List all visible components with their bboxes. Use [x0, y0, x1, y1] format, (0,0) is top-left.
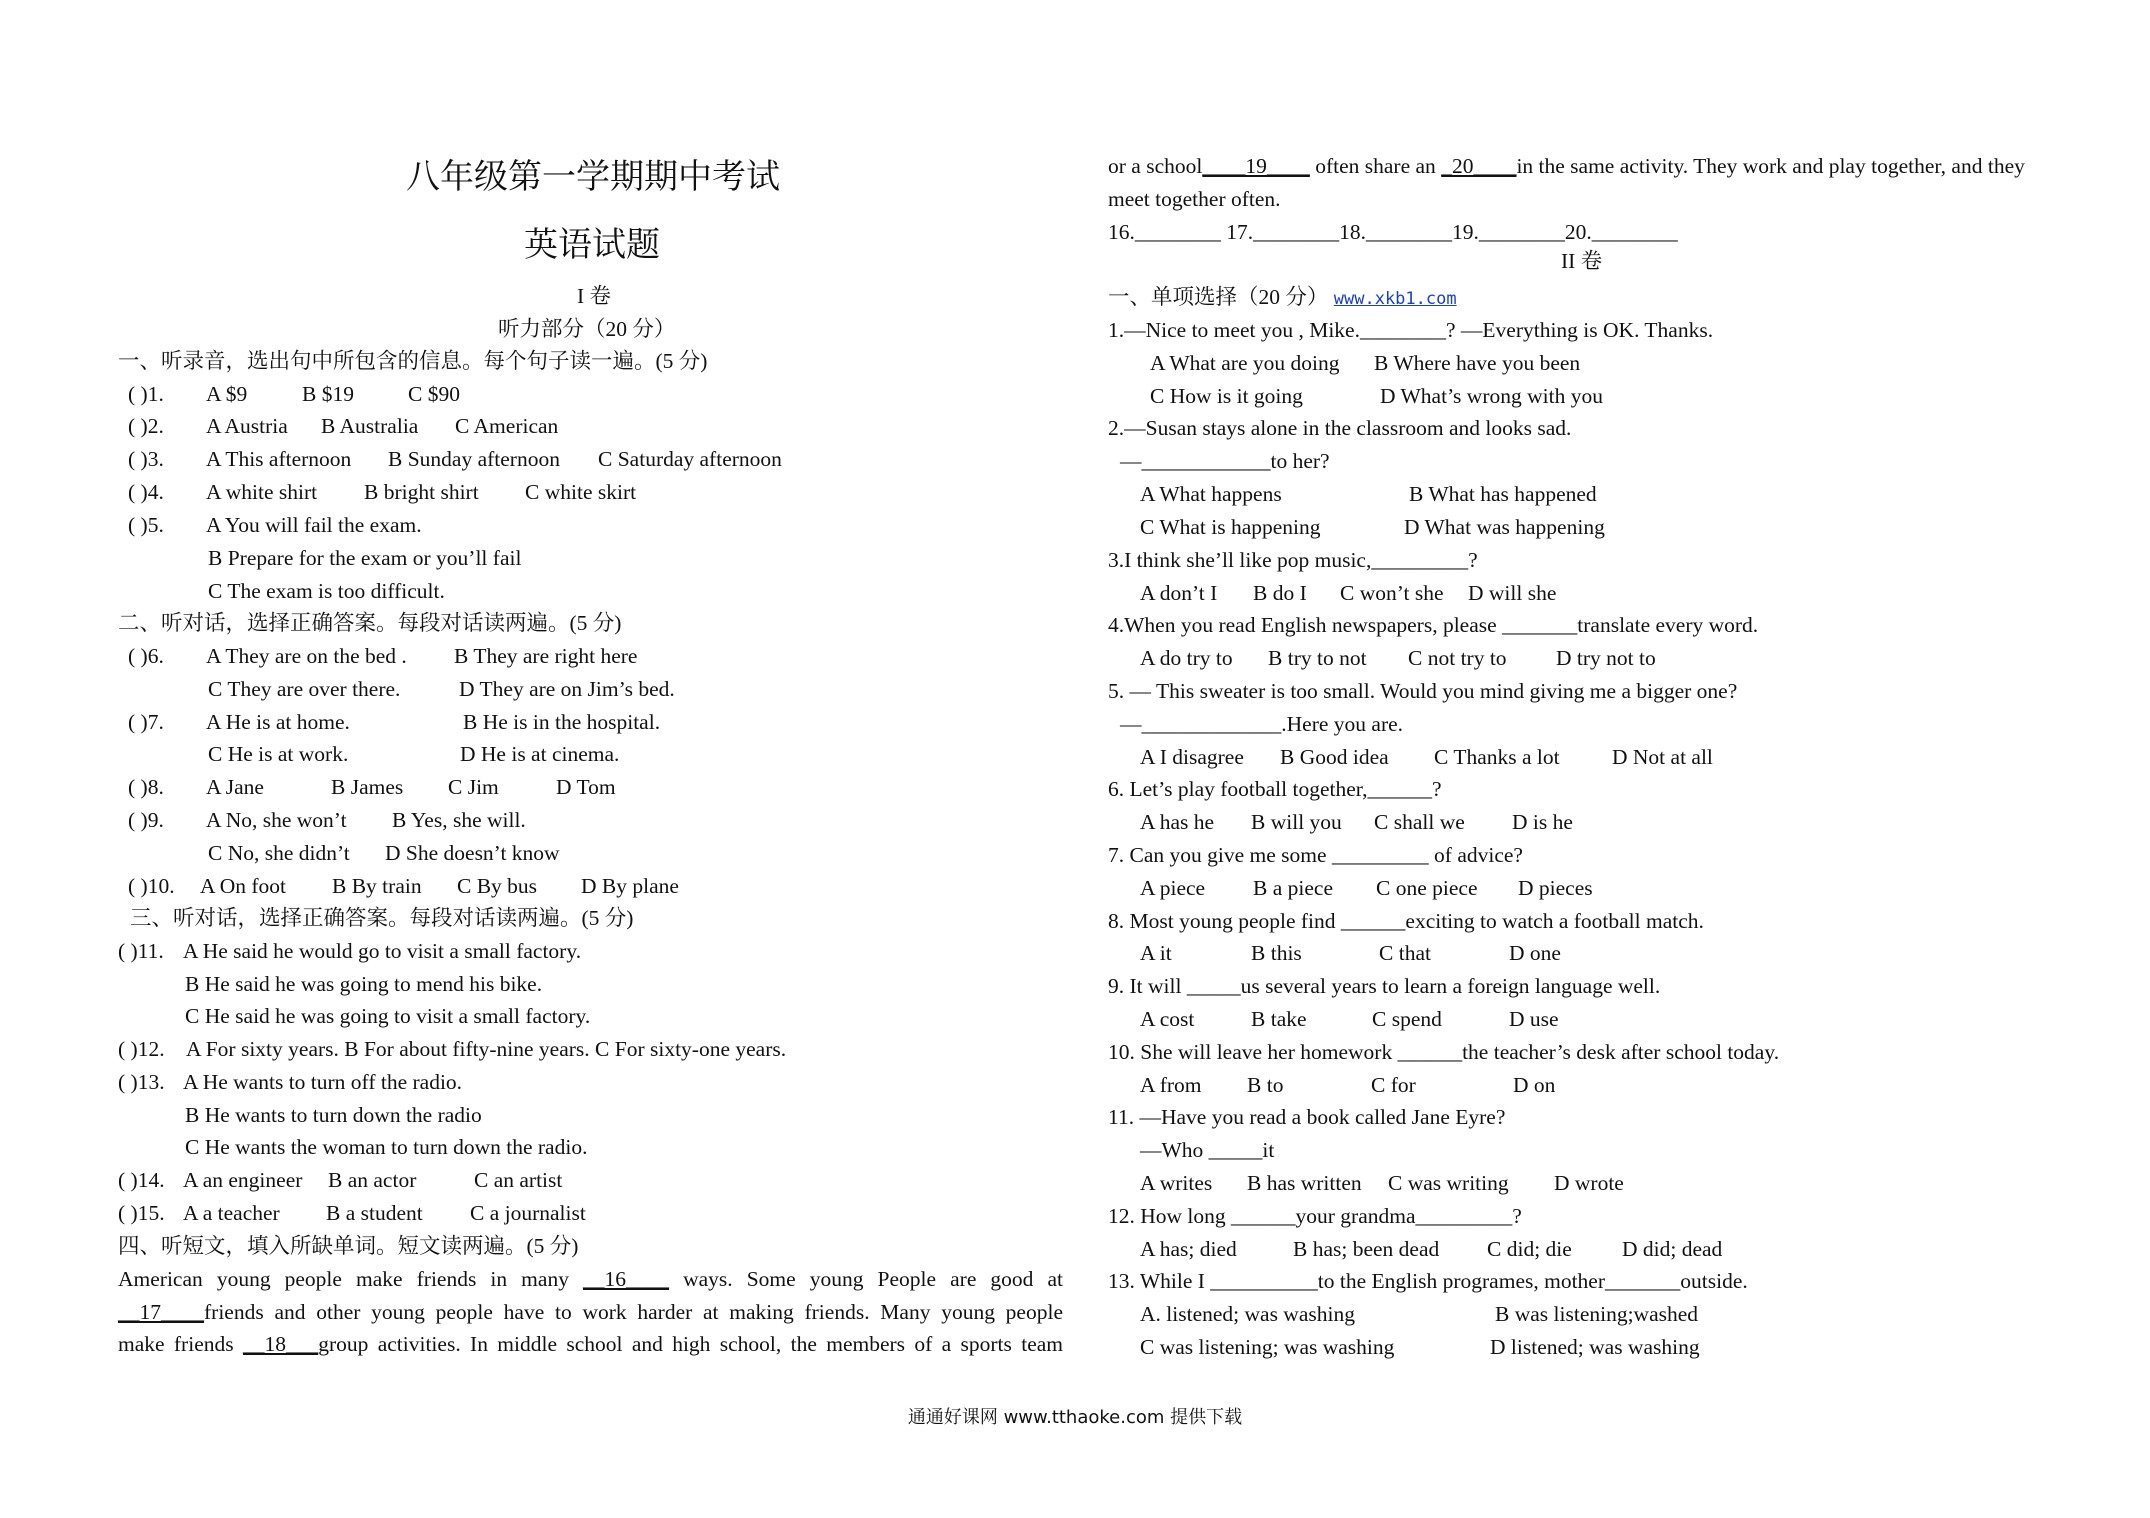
- q5-number: ( )5.: [128, 513, 164, 537]
- q10-option-c: C By bus: [457, 874, 538, 898]
- mc-q12-option-b: B has; been dead: [1293, 1237, 1440, 1261]
- mc-q9-option-b: B take: [1251, 1007, 1307, 1031]
- mc-q2-option-b: B What has happened: [1409, 482, 1597, 506]
- mc-q3-option-c: C won’t she: [1340, 581, 1444, 605]
- q3-option-c: C Saturday afternoon: [598, 447, 782, 471]
- blank-17: __17____: [118, 1300, 204, 1324]
- q4-option-c: C white skirt: [525, 480, 637, 504]
- mc-q8-option-c: C that: [1379, 941, 1431, 965]
- website-link[interactable]: www.xkb1.com: [1333, 289, 1457, 309]
- answer-line: 16.________ 17.________18.________19.________20.________: [1108, 220, 1678, 244]
- q13-option-b: B He wants to turn down the radio: [185, 1103, 482, 1127]
- q6-number: ( )6.: [128, 644, 164, 668]
- passage-line-3: [118, 1331, 1063, 1357]
- q15-option-c: C a journalist: [470, 1201, 586, 1225]
- q5-option-b: B Prepare for the exam or you’ll fail: [208, 546, 522, 570]
- volume-1-label: I 卷: [577, 284, 612, 308]
- blank-20: _20____: [1441, 154, 1517, 178]
- mc-q4-option-c: C not try to: [1408, 646, 1507, 670]
- q11-option-b: B He said he was going to mend his bike.: [185, 972, 543, 996]
- q8-option-b: B James: [331, 775, 404, 799]
- q6-option-c: C They are over there.: [208, 677, 401, 701]
- mc-q1-option-d: D What’s wrong with you: [1380, 384, 1603, 408]
- blank-16: __16____: [583, 1267, 670, 1291]
- passage-text: or a school: [1108, 154, 1203, 178]
- mc-q11-option-d: D wrote: [1554, 1171, 1624, 1195]
- mc-q2-option-a: A What happens: [1140, 482, 1282, 506]
- q8-number: ( )8.: [128, 775, 164, 799]
- mc-q1-option-c: C How is it going: [1150, 384, 1303, 408]
- q9-option-a: A No, she won’t: [206, 808, 347, 832]
- mc-q7-option-a: A piece: [1140, 876, 1206, 900]
- q7-option-d: D He is at cinema.: [460, 742, 620, 766]
- q4-number: ( )4.: [128, 480, 164, 504]
- mc-q11: 11. —Have you read a book called Jane Eyre?: [1108, 1105, 1506, 1129]
- q2-option-a: A Austria: [206, 414, 288, 438]
- mc-q9-option-a: A cost: [1140, 1007, 1195, 1031]
- passage-text: make friends: [118, 1332, 243, 1356]
- q6-option-a: A They are on the bed .: [206, 644, 407, 668]
- q13-option-c: C He wants the woman to turn down the radio.: [185, 1135, 588, 1159]
- mc-q11-option-c: C was writing: [1388, 1171, 1509, 1195]
- q11-option-c: C He said he was going to visit a small factory.: [185, 1004, 591, 1028]
- mc-q10-option-d: D on: [1513, 1073, 1556, 1097]
- q3-number: ( )3.: [128, 447, 164, 471]
- mc-q6-option-b: B will you: [1251, 810, 1342, 834]
- exam-subtitle: 英语试题: [524, 227, 660, 264]
- mc-q4-option-b: B try to not: [1268, 646, 1367, 670]
- mc-q13: 13. While I __________to the English programes, mother_______outside.: [1108, 1269, 1748, 1293]
- mc-q3-option-a: A don’t I: [1140, 581, 1218, 605]
- q10-number: ( )10.: [128, 874, 175, 898]
- q8-option-c: C Jim: [448, 775, 499, 799]
- q2-number: ( )2.: [128, 414, 164, 438]
- mc-q2: 2.—Susan stays alone in the classroom and looks sad.: [1108, 416, 1572, 440]
- page-footer: 通通好课网 www.tthaoke.com 提供下载: [907, 1407, 1243, 1428]
- passage-text: ways. Some young People are good at: [669, 1267, 1064, 1291]
- q7-option-b: B He is in the hospital.: [463, 710, 661, 734]
- q7-number: ( )7.: [128, 710, 164, 734]
- q12-number: ( )12.: [118, 1037, 165, 1061]
- mc-q7: 7. Can you give me some _________ of advice?: [1108, 843, 1523, 867]
- q13-number: ( )13.: [118, 1070, 165, 1094]
- q2-option-c: C American: [455, 414, 559, 438]
- part-2-header: [1108, 284, 1457, 312]
- blank-19: ____19____: [1202, 154, 1310, 178]
- q10-option-b: B By train: [332, 874, 422, 898]
- q14-option-b: B an actor: [328, 1168, 417, 1192]
- q1-option-b: B $19: [302, 382, 354, 406]
- mc-q5-line: —_____________.Here you are.: [1120, 712, 1404, 736]
- mc-q2-line: —____________to her?: [1120, 449, 1330, 473]
- q15-number: ( )15.: [118, 1201, 165, 1225]
- mc-q3: 3.I think she’ll like pop music,_________?: [1108, 548, 1478, 572]
- mc-q3-option-d: D will she: [1468, 581, 1557, 605]
- q1-option-a: A $9: [206, 382, 248, 406]
- mc-q4: 4.When you read English newspapers, please _______translate every word.: [1108, 613, 1759, 637]
- mc-q6: 6. Let’s play football together,______?: [1108, 777, 1442, 801]
- passage-text: in the same activity. They work and play together, and they: [1516, 154, 2025, 178]
- q3-option-b: B Sunday afternoon: [388, 447, 560, 471]
- q14-option-c: C an artist: [474, 1168, 563, 1192]
- mc-q7-option-c: C one piece: [1376, 876, 1478, 900]
- passage-text: friends and other young people have to work harder at making friends. Many young people: [204, 1300, 1063, 1324]
- q4-option-a: A white shirt: [206, 480, 318, 504]
- volume-2-label: II 卷: [1561, 249, 1603, 273]
- q10-option-d: D By plane: [581, 874, 679, 898]
- mc-q11-line: —Who _____it: [1140, 1138, 1275, 1162]
- mc-q8-option-b: B this: [1251, 941, 1302, 965]
- mc-q9: 9. It will _____us several years to learn a foreign language well.: [1108, 974, 1661, 998]
- q13-option-a: A He wants to turn off the radio.: [183, 1070, 463, 1094]
- mc-q6-option-c: C shall we: [1374, 810, 1465, 834]
- passage-line-4: [1108, 153, 2025, 179]
- passage-text: group activities. In middle school and high school, the members of a sports team: [318, 1332, 1063, 1356]
- q9-option-b: B Yes, she will.: [392, 808, 526, 832]
- mc-q4-option-a: A do try to: [1140, 646, 1233, 670]
- mc-q12-option-c: C did; die: [1487, 1237, 1572, 1261]
- mc-q9-option-d: D use: [1509, 1007, 1559, 1031]
- mc-q8-option-a: A it: [1140, 941, 1172, 965]
- mc-q13-option-c: C was listening; was washing: [1140, 1335, 1395, 1359]
- mc-q1: 1.—Nice to meet you , Mike.________? —Everything is OK. Thanks.: [1108, 318, 1714, 342]
- mc-q13-option-d: D listened; was washing: [1490, 1335, 1700, 1359]
- mc-q2-option-c: C What is happening: [1140, 515, 1321, 539]
- mc-q11-option-a: A writes: [1140, 1171, 1213, 1195]
- q6-option-d: D They are on Jim’s bed.: [459, 677, 675, 701]
- section-4-header: 四、听短文，填入所缺单词。短文读两遍。(5 分): [118, 1234, 579, 1258]
- mc-q1-option-b: B Where have you been: [1374, 351, 1581, 375]
- section-1-header: 一、听录音，选出句中所包含的信息。每个句子读一遍。(5 分): [118, 349, 708, 373]
- mc-q5-option-d: D Not at all: [1612, 745, 1713, 769]
- mc-q12-option-d: D did; dead: [1622, 1237, 1723, 1261]
- part-2-title: 一、单项选择（20 分）: [1108, 285, 1329, 309]
- q4-option-b: B bright shirt: [364, 480, 479, 504]
- q14-number: ( )14.: [118, 1168, 165, 1192]
- q9-option-c: C No, she didn’t: [208, 841, 350, 865]
- q15-option-a: A a teacher: [183, 1201, 280, 1225]
- passage-line-1: [118, 1266, 1063, 1292]
- q14-option-a: A an engineer: [183, 1168, 303, 1192]
- passage-text: often share an: [1309, 154, 1442, 178]
- mc-q10-option-b: B to: [1247, 1073, 1284, 1097]
- mc-q13-option-a: A. listened; was washing: [1140, 1302, 1355, 1326]
- mc-q6-option-a: A has he: [1140, 810, 1215, 834]
- q8-option-d: D Tom: [556, 775, 616, 799]
- q11-option-a: A He said he would go to visit a small factory.: [183, 939, 582, 963]
- section-2-header: 二、听对话，选择正确答案。每段对话读两遍。(5 分): [118, 611, 622, 635]
- mc-q9-option-c: C spend: [1372, 1007, 1442, 1031]
- mc-q10-option-c: C for: [1371, 1073, 1416, 1097]
- q12-options: A For sixty years. B For about fifty-nine years. C For sixty-one years.: [186, 1037, 787, 1061]
- q9-option-d: D She doesn’t know: [385, 841, 560, 865]
- q7-option-c: C He is at work.: [208, 742, 349, 766]
- mc-q5: 5. — This sweater is too small. Would you mind giving me a bigger one?: [1108, 679, 1738, 703]
- mc-q1-option-a: A What are you doing: [1150, 351, 1340, 375]
- mc-q8: 8. Most young people find ______exciting to watch a football match.: [1108, 909, 1704, 933]
- q3-option-a: A This afternoon: [206, 447, 352, 471]
- mc-q12-option-a: A has; died: [1140, 1237, 1237, 1261]
- passage-line-5: meet together often.: [1108, 187, 1281, 211]
- mc-q8-option-d: D one: [1509, 941, 1561, 965]
- mc-q10: 10. She will leave her homework ______the teacher’s desk after school today.: [1108, 1040, 1780, 1064]
- mc-q3-option-b: B do I: [1253, 581, 1307, 605]
- section-3-header: 三、听对话，选择正确答案。每段对话读两遍。(5 分): [130, 906, 634, 930]
- passage-line-2: [118, 1299, 1063, 1325]
- passage-text: American young people make friends in many: [118, 1267, 584, 1291]
- mc-q13-option-b: B was listening;washed: [1495, 1302, 1699, 1326]
- q5-option-a: A You will fail the exam.: [206, 513, 422, 537]
- listening-part-label: 听力部分（20 分）: [498, 317, 676, 341]
- q15-option-b: B a student: [326, 1201, 423, 1225]
- mc-q12: 12. How long ______your grandma_________?: [1108, 1204, 1522, 1228]
- mc-q2-option-d: D What was happening: [1404, 515, 1605, 539]
- exam-title: 八年级第一学期期中考试: [406, 159, 780, 196]
- mc-q5-option-c: C Thanks a lot: [1434, 745, 1560, 769]
- q1-option-c: C $90: [408, 382, 460, 406]
- mc-q5-option-b: B Good idea: [1280, 745, 1389, 769]
- q2-option-b: B Australia: [321, 414, 419, 438]
- mc-q7-option-d: D pieces: [1518, 876, 1593, 900]
- mc-q7-option-b: B a piece: [1253, 876, 1333, 900]
- q8-option-a: A Jane: [206, 775, 264, 799]
- mc-q11-option-b: B has written: [1247, 1171, 1362, 1195]
- q1-number: ( )1.: [128, 382, 164, 406]
- mc-q6-option-d: D is he: [1512, 810, 1573, 834]
- q5-option-c: C The exam is too difficult.: [208, 579, 445, 603]
- mc-q10-option-a: A from: [1140, 1073, 1202, 1097]
- q6-option-b: B They are right here: [454, 644, 638, 668]
- mc-q5-option-a: A I disagree: [1140, 745, 1244, 769]
- q9-number: ( )9.: [128, 808, 164, 832]
- blank-18: __18___: [242, 1332, 319, 1356]
- mc-q4-option-d: D try not to: [1556, 646, 1656, 670]
- q7-option-a: A He is at home.: [206, 710, 350, 734]
- q11-number: ( )11.: [118, 939, 164, 963]
- q10-option-a: A On foot: [200, 874, 286, 898]
